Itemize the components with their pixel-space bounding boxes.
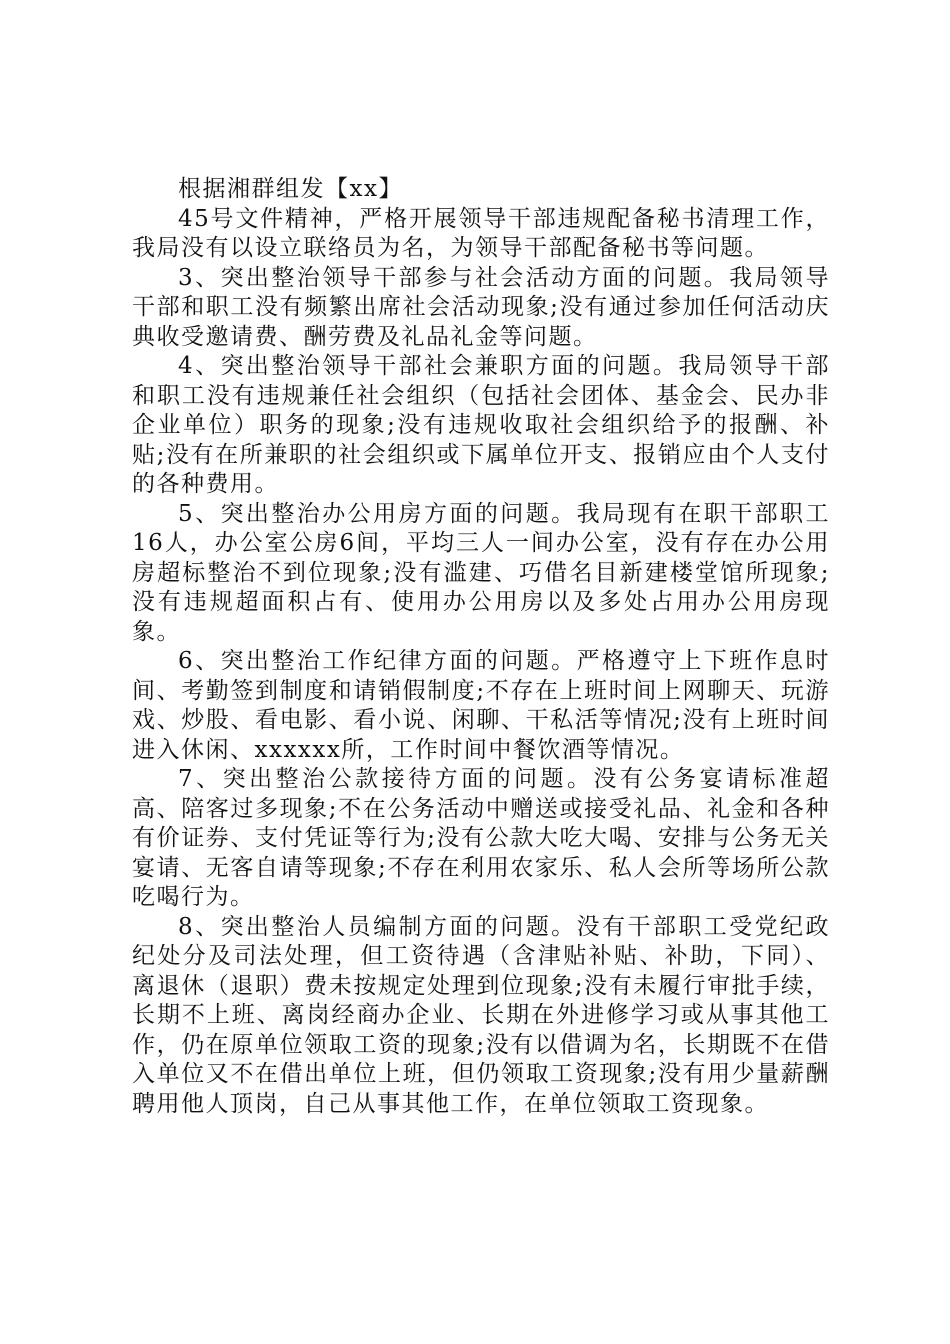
paragraph-secretary: 45号文件精神，严格开展领导干部违规配备秘书清理工作，我局没有以设立联络员为名，为领导干部配备秘书等问题。 <box>132 205 830 261</box>
paragraph-item-6: 6、突出整治工作纪律方面的问题。严格遵守上下班作息时间、考勤签到制度和请销假制度;不存在上班时间上网聊天、玩游戏、炒股、看电影、看小说、闲聊、干私活等情况;没有上班时间进入休闲、xxxxxx所，工作时间中餐饮酒等情况。 <box>132 648 830 763</box>
paragraph-item-5: 5、突出整治办公用房方面的问题。我局现有在职干部职工16人，办公室公房6间，平均三人一间办公室，没有存在办公用房超标整治不到位现象;没有滥建、巧借名目新建楼堂馆所现象;没有违规超面积占有、使用办公用房以及多处占用办公用房现象。 <box>132 500 830 645</box>
paragraph-item-3: 3、突出整治领导干部参与社会活动方面的问题。我局领导干部和职工没有频繁出席社会活动现象;没有通过参加任何活动庆典收受邀请费、酬劳费及礼品礼金等问题。 <box>132 264 830 350</box>
paragraph-item-4: 4、突出整治领导干部社会兼职方面的问题。我局领导干部和职工没有违规兼任社会组织（包括社会团体、基金会、民办非企业单位）职务的现象;没有违规收取社会组织给予的报酬、补贴;没有在所兼职的社会组织或下属单位开支、报销应由个人支付的各种费用。 <box>132 353 830 497</box>
paragraph-heading-ref: 根据湘群组发【xx】 <box>178 176 403 202</box>
paragraph-item-8: 8、突出整治人员编制方面的问题。没有干部职工受党纪政纪处分及司法处理，但工资待遇（含津贴补贴、补助，下同）、离退休（退职）费未按规定处理到位现象;没有未履行审批手续，长期不上班、离岗经商办企业、长期在外进修学习或从事其他工作，仍在原单位领取工资的现象;没有以借调为名，长期既不在借入单位又不在借出单位上班，但仍领取工资现象;没有用少量薪酬聘用他人顶岗，自己从事其他工作，在单位领取工资现象。 <box>132 913 830 1117</box>
document-body <box>132 175 830 1119</box>
paragraph-item-7: 7、突出整治公款接待方面的问题。没有公务宴请标准超高、陪客过多现象;不在公务活动中赠送或接受礼品、礼金和各种有价证券、支付凭证等行为;没有公款大吃大喝、安排与公务无关宴请、无客自请等现象;不存在利用农家乐、私人会所等场所公款吃喝行为。 <box>132 766 830 910</box>
